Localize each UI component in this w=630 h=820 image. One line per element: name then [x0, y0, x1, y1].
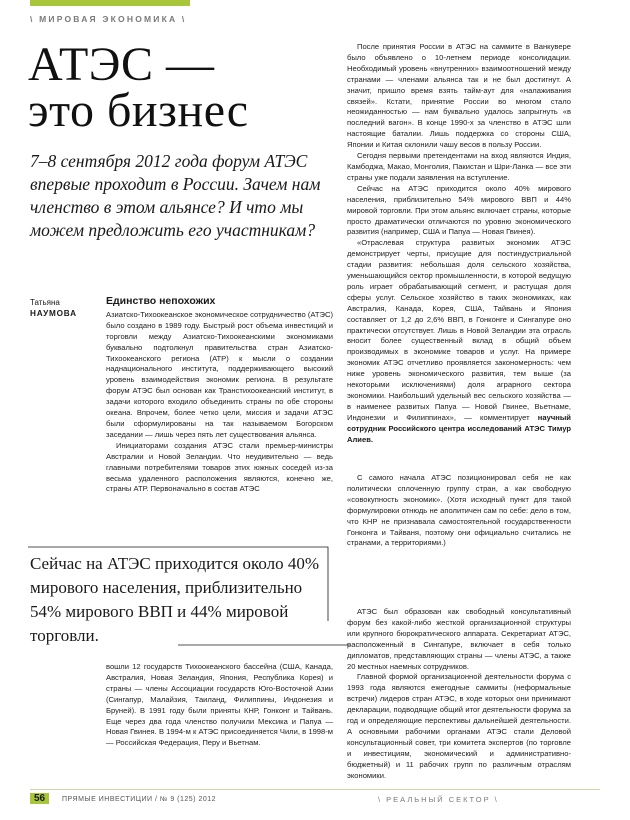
footer-rule [30, 789, 600, 790]
column-right-bottom [347, 607, 571, 782]
pullquote: Сейчас на АТЭС приходится около 40% мирового населения, приблизительно 54% мирового ВВП и 44% мировой торговли. [30, 554, 320, 645]
page-number: 56 [30, 793, 49, 804]
section-heading: Единство непохожих [106, 295, 216, 307]
paragraph: Сейчас на АТЭС приходится около 40% мирового населения, приблизительно 54% мирового ВВП и 44% мировой торговли. При этом альянс включает страны, которые просто драматически отличаются по уровню экономического развития (например, США и Папуа — Новая Гвинея). [347, 183, 571, 237]
paragraph [347, 238, 571, 445]
article-lead: 7–8 сентября 2012 года форум АТЭС впервые проходит в России. Зачем нам членство в этом альянсе? И что мы можем предложить его участникам? [30, 151, 321, 240]
footer-section-label: \ РЕАЛЬНЫЙ СЕКТОР \ [378, 795, 499, 804]
paragraph: Главной формой организационной деятельности форума с 1993 года являются ежегодные саммиты (неформальные встречи) лидеров стран АТЭС, в ходе которых они принимают декларации, подводящие общий итог деятельности форума за год и определяющие перспективы дальнейшей деятельности. А основными рабочими органами АТЭС стали Деловой консультационный совет, три комитета экспертов (по торговле и инвестициям, экономический и административно-бюджетный) и 11 рабочих групп по различным отраслям экономики. [347, 672, 571, 780]
author-first-name: Татьяна [30, 298, 60, 307]
title-line-2: это бизнес [28, 84, 249, 137]
paragraph: АТЭС был образован как свободный консультативный форум без какой-либо жесткой организационной структуры или крупного бюрократического аппарата. Секретариат АТЭС, расположенный в Сингапуре, включает в себя только дипломатов, представляющих страны — члены АТЭС, а также 20 местных наемных сотрудников. [347, 607, 571, 671]
paragraph: Инициаторами создания АТЭС стали премьер-министры Австралии и Новой Зеландии. Что неудивительно — ведь главными потребителями товаров этих южных соседей из-за весьма удаленного расположения являются, конечно же, страны АТР. Первоначально в состав АТЭС [106, 440, 333, 494]
paragraph: Сегодня первыми претендентами на вход являются Индия, Камбоджа, Макао, Монголия, Пакистан и Шри-Ланка — все эти страны уже подали заявления на вступление. [347, 151, 571, 182]
paragraph: вошли 12 государств Тихоокеанского бассейна (США, Канада, Австралия, Новая Зеландия, Япония, Республика Корея) и страны — члены Ассоциации государств Юго-Восточной Азии (Сингапур, Малайзия, Таиланд, Филиппины, Индонезия и Бруней). В 1991 году были приняты КНР, Гонконг и Тайвань. Еще через два года членство получили Мексика и Папуа — Новая Гвинея. В 1994-м к АТЭС присоединяется Чили, в 1998-м — Российская Федерация, Перу и Вьетнам. [106, 662, 333, 748]
header-accent-bar [30, 0, 190, 6]
paragraph: С самого начала АТЭС позиционировал себя не как политически сплоченную группу стран, а как свободную «совокупность экономик». (Хотя исходный пункт для такой формулировки отнюдь не аполитичен сам по себе: дело в том, что КНР не признавала самостоятельной государственности Гонконга и Тайваня, поэтому они официально считались не странами, а территориями.) [347, 473, 571, 548]
quote-text: «Отраслевая структура развитых экономик АТЭС демонстрирует черты, присущие для постиндустриальной стадии развития: небольшая доля сельского хозяйства, уменьшающийся сектор промышленности, в которой ведущую роль играет обрабатывающий сегмент, и растущая доля сферы услуг. Сельское хозяйство в таких экономиках, как Австралия, Канада, Корея, США, Тайвань и Япония составляет от 1,2 до 2,6% ВВП, в Гонконге и Сингапуре оно практически отсутствует. Лишь в Новой Зеландии эта отрасль вносит более существенный вклад в общий объем производимых в экономике товаров и услуг. На примере экономик АТЭС отчетливо проявляется закономерность: чем ниже уровень экономического развития, тем выше (за некоторыми исключениями) доля аграрного сектора экономики. Наибольший удельный вес сельского хозяйства — в наименее развитых Папуа — Новой Гвинее, Вьетнаме, Индонезии и Филиппинах», — комментирует [347, 238, 571, 422]
author-last-name: НАУМОВА [30, 309, 77, 318]
paragraph: После принятия России в АТЭС на саммите в Ванкувере было объявлено о 10-летнем периоде консолидации. Необходимый уровень «внутренних» взаимоотношений между странами — членами альянса так и не был достигнут. А значит, пришло время взять тайм-аут для «налаживания связей». Кстати, принятие России во многом стало неожиданностью — нам буквально удалось запрыгнуть «в последний вагон». В конце 1990-х за членство в АТЭС шли настоящие баталии. Лишь поддержка со стороны США, Японии и Китая склонили чашу весов в пользу России. [347, 42, 571, 150]
title-line-1: АТЭС — [28, 38, 215, 91]
column-left-top [106, 296, 333, 495]
article-title [28, 38, 288, 137]
paragraph: Азиатско-Тихоокеанское экономическое сотрудничество (АТЭС) было создано в 1989 году. Быстрый рост объема инвестиций и торговли между Азиатско-Тихоокеанскими экономиками буквально подтолкнул правительства стран Азиатско-Тихоокеанского региона (АТР) к мысли о создании наднационального института, поддерживающего высокий уровень взаимодействия экономик региона. В результате форум АТЭС был основан как Транстихоокеанский институт, в задачи которого входило объединить страны по обе стороны океана. Впрочем, более четко цели, миссия и задачи АТЭС были сформулированы на так называемом Богорском заседании — лишь через пять лет существования альянса. [106, 309, 333, 439]
column-right-middle [347, 473, 571, 549]
magazine-issue: ПРЯМЫЕ ИНВЕСТИЦИИ / № 9 (125) 2012 [62, 796, 217, 803]
section-kicker: \ МИРОВАЯ ЭКОНОМИКА \ [30, 14, 187, 24]
column-right-top [347, 42, 571, 446]
column-left-bottom [106, 662, 333, 749]
quote-attribution: научный сотрудник Российского центра исследований АТЭС Тимур Алиев. [347, 412, 571, 444]
